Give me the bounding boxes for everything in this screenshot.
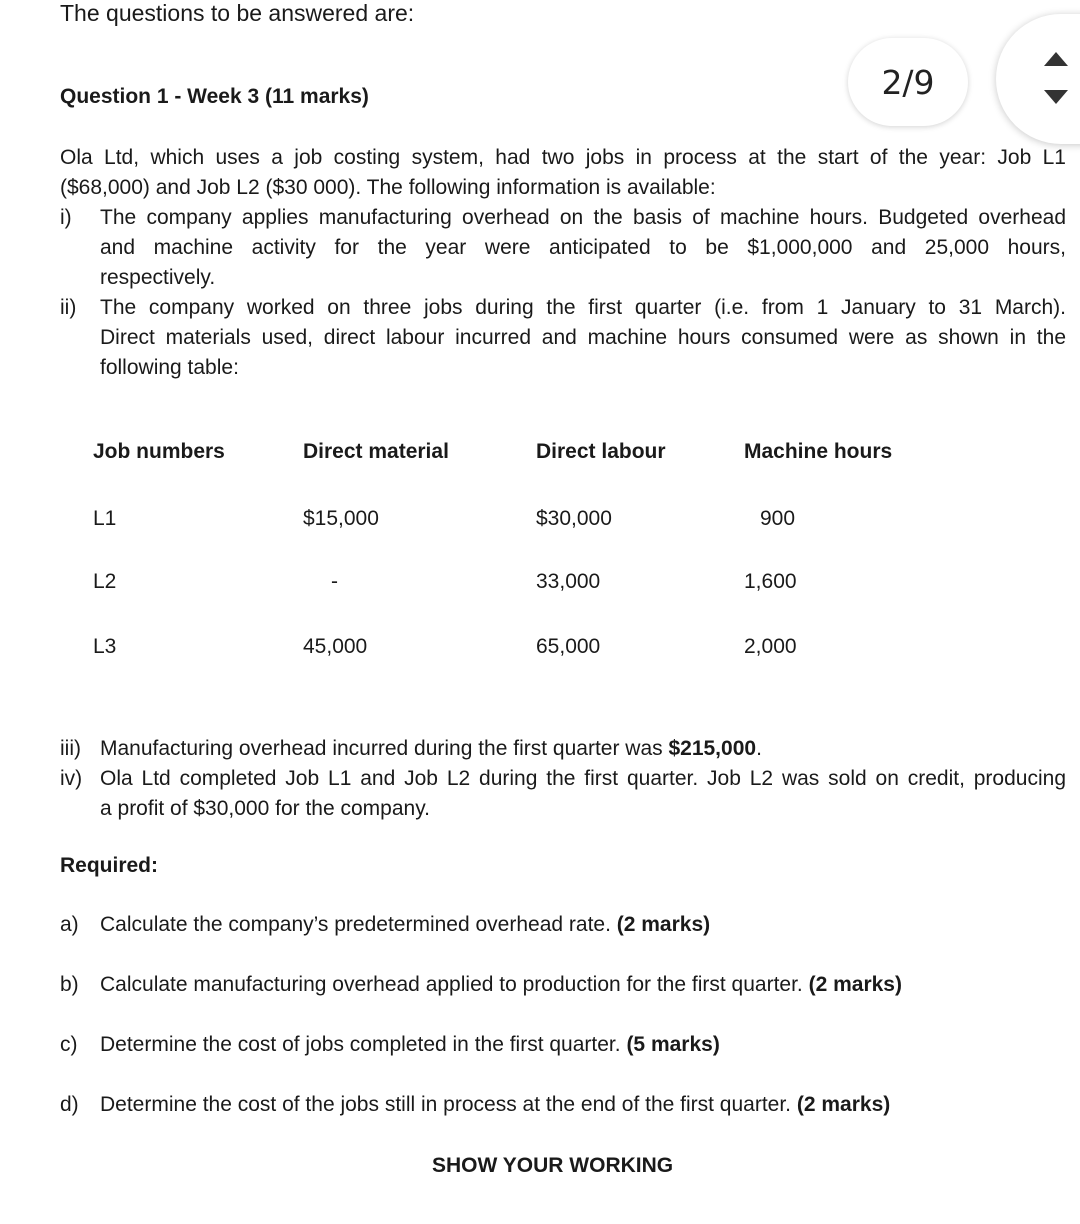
table-header: Direct labour — [536, 440, 666, 463]
item-marker: ii) — [60, 296, 77, 319]
triangle-up-icon[interactable] — [1044, 52, 1068, 66]
item-marks: (2 marks) — [796, 1093, 891, 1116]
item-marks: (2 marks) — [808, 973, 902, 996]
item-marker: b) — [60, 973, 79, 996]
item-line: Direct materials used, direct labour incurred and machine hours consumed were as shown in the — [100, 326, 1066, 349]
table-cell: 45,000 — [303, 635, 368, 658]
item-marks: (2 marks) — [616, 913, 711, 936]
table-cell: $15,000 — [303, 507, 379, 530]
table-cell: 65,000 — [536, 635, 601, 658]
table-cell: L2 — [93, 570, 117, 593]
item-line: The company worked on three jobs during the first quarter (i.e. from 1 January to 31 March). — [100, 296, 1066, 319]
table-cell: L1 — [93, 507, 117, 530]
paragraph-line: Ola Ltd, which uses a job costing system, had two jobs in process at the start of the year: Job L1 — [60, 146, 1066, 169]
item-line: The company applies manufacturing overhead on the basis of machine hours. Budgeted overhead — [100, 206, 1066, 229]
item-marker: i) — [60, 206, 72, 229]
overhead-amount: $215,000 — [668, 737, 757, 760]
table-header: Direct material — [303, 440, 449, 463]
item-marker: a) — [60, 913, 79, 936]
table-cell: 1,600 — [744, 570, 797, 593]
item-punctuation: . — [756, 737, 762, 760]
item-marker: d) — [60, 1093, 79, 1116]
item-text: Determine the cost of jobs completed in the first quarter. — [100, 1033, 627, 1056]
item-line: and machine activity for the year were anticipated to be $1,000,000 and 25,000 hours, — [100, 236, 1066, 259]
item-line: following table: — [100, 356, 239, 379]
triangle-down-icon[interactable] — [1044, 90, 1068, 104]
required-label: Required: — [60, 854, 159, 877]
item-text: Manufacturing overhead incurred during the first quarter was — [100, 737, 669, 760]
table-header: Job numbers — [93, 440, 225, 463]
table-cell: - — [331, 570, 338, 593]
table-cell: 33,000 — [536, 570, 601, 593]
page-indicator: 2/9 — [848, 38, 968, 126]
question-title: Question 1 - Week 3 (11 marks) — [60, 85, 369, 108]
item-marker: c) — [60, 1033, 78, 1056]
intro-paragraph — [60, 143, 1066, 203]
paragraph-line: ($68,000) and Job L2 ($30 000). The following information is available: — [60, 176, 716, 199]
table-cell: L3 — [93, 635, 117, 658]
info-item-iii — [60, 734, 1066, 764]
show-working-footer: SHOW YOUR WORKING — [432, 1154, 674, 1177]
item-marker: iii) — [60, 737, 81, 760]
info-item-i — [60, 203, 1066, 293]
table-cell: $30,000 — [536, 507, 612, 530]
item-text: Calculate manufacturing overhead applied to production for the first quarter. — [100, 973, 809, 996]
info-item-iv — [60, 764, 1066, 824]
intro-line: The questions to be answered are: — [60, 0, 415, 26]
table-header: Machine hours — [744, 440, 893, 463]
table-cell: 900 — [760, 507, 796, 530]
item-line: respectively. — [100, 266, 216, 289]
table-cell: 2,000 — [744, 635, 797, 658]
info-item-ii — [60, 293, 1066, 383]
item-marker: iv) — [60, 767, 83, 790]
item-text: Determine the cost of the jobs still in process at the end of the first quarter. — [100, 1093, 797, 1116]
item-marks: (5 marks) — [626, 1033, 720, 1056]
item-line: Ola Ltd completed Job L1 and Job L2 during the first quarter. Job L2 was sold on credit, producing — [100, 767, 1066, 790]
item-text: Calculate the company’s predetermined overhead rate. — [100, 913, 617, 936]
page-scroll-control[interactable] — [996, 14, 1080, 144]
item-line: a profit of $30,000 for the company. — [100, 797, 430, 820]
